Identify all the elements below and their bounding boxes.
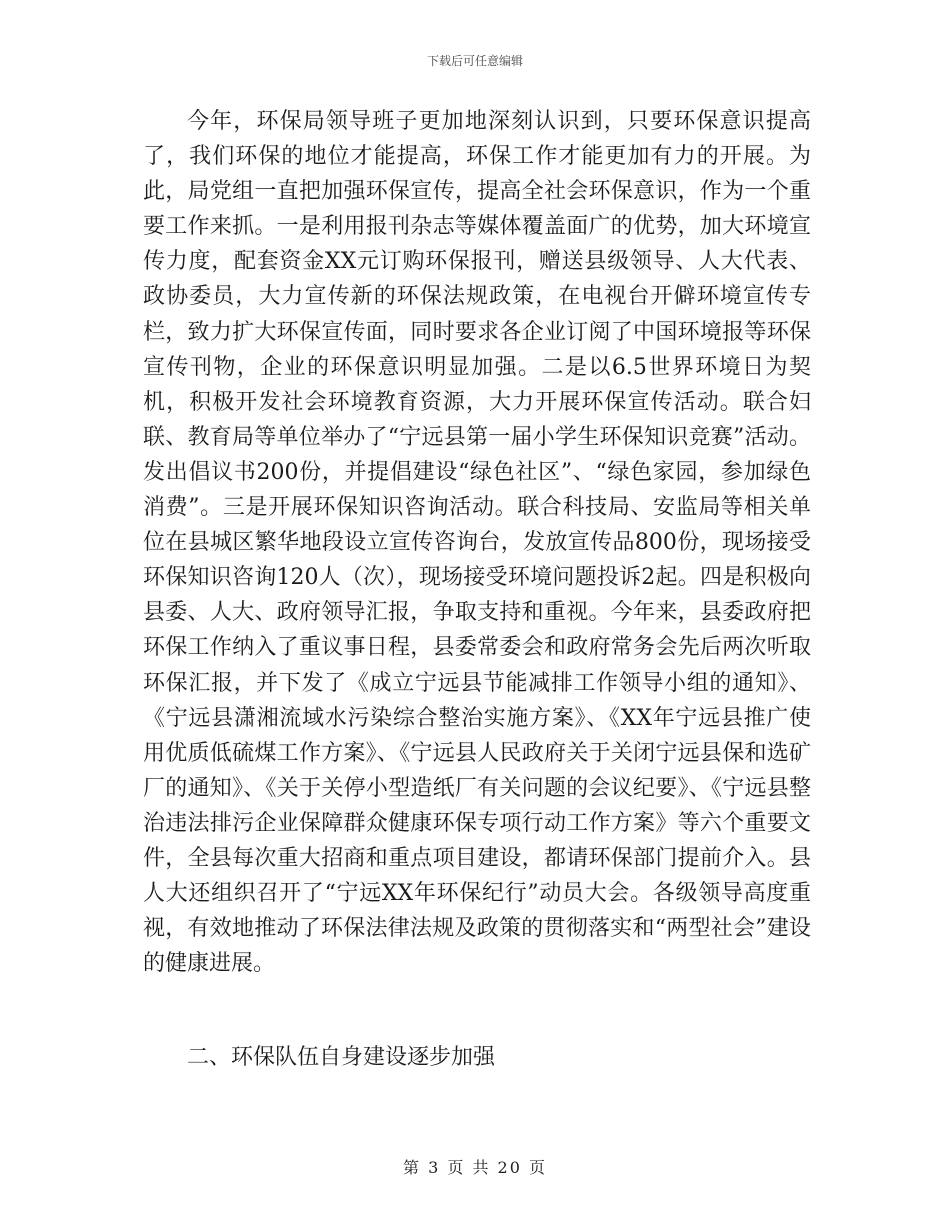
page-number: 第 3 页 共 20 页 <box>403 1158 547 1177</box>
page-header-note: 下载后可任意编辑 <box>426 54 523 68</box>
document-body <box>143 104 811 981</box>
body-paragraph: 今年，环保局领导班子更加地深刻认识到，只要环保意识提高了，我们环保的地位才能提高，环保工作才能更加有力的开展。为此，局党组一直把加强环保宣传，提高全社会环保意识，作为一个重要工作来抓。一是利用报刊杂志等媒体覆盖面广的优势，加大环境宣传力度，配套资金XX元订购环保报刊，赠送县级领导、人大代表、政协委员，大力宣传新的环保法规政策，在电视台开僻环境宣传专栏，致力扩大环保宣传面，同时要求各企业订阅了中国环境报等环保宣传刊物，企业的环保意识明显加强。二是以6.5世界环境日为契机，积极开发社会环境教育资源，大力开展环保宣传活动。联合妇联、教育局等单位举办了“宁远县第一届小学生环保知识竞赛”活动。发出倡议书200份，并提倡建设“绿色社区”、“绿色家园，参加绿色消费”。三是开展环保知识咨询活动。联合科技局、安监局等相关单位在县城区繁华地段设立宣传咨询台，发放宣传品800份，现场接受环保知识咨询120人（次），现场接受环境问题投诉2起。四是积极向县委、人大、政府领导汇报，争取支持和重视。今年来，县委政府把环保工作纳入了重议事日程，县委常委会和政府常务会先后两次听取环保汇报，并下发了《成立宁远县节能减排工作领导小组的通知》、《宁远县潇湘流域水污染综合整治实施方案》、《XX年宁远县推广使用优质低硫煤工作方案》、《宁远县人民政府关于关闭宁远县保和选矿厂的通知》、《关于关停小型造纸厂有关问题的会议纪要》、《宁远县整治违法排污企业保障群众健康环保专项行动工作方案》等六个重要文件，全县每次重大招商和重点项目建设，都请环保部门提前介入。县人大还组织召开了“宁远XX年环保纪行”动员大会。各级领导高度重视，有效地推动了环保法律法规及政策的贯彻落实和“两型社会”建设的健康进展。 <box>143 109 811 977</box>
section-heading: 二、环保队伍自身建设逐步加强 <box>187 1045 496 1070</box>
